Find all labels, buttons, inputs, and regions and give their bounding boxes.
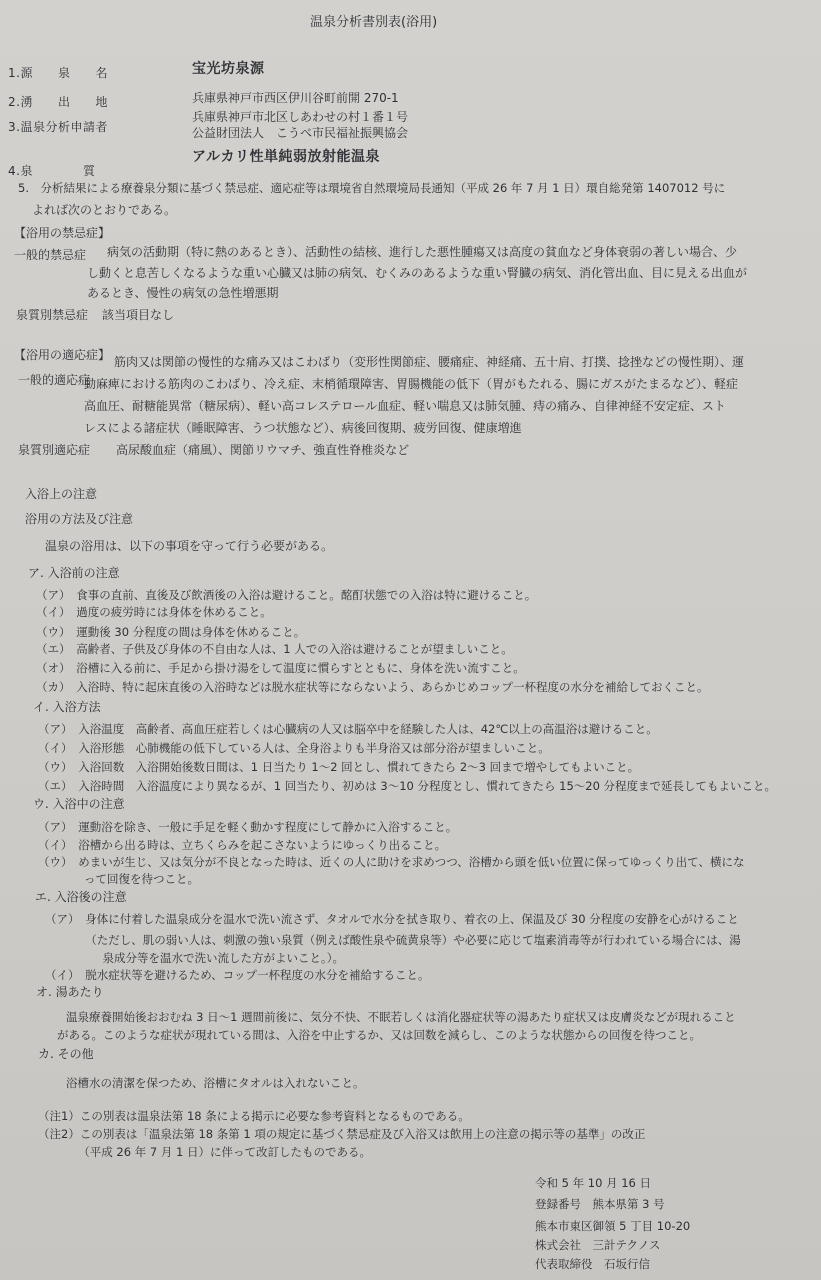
signature-company: 株式会社 三計テクノス — [535, 1238, 661, 1252]
signature-address: 熊本市東区御領 5 丁目 10-20 — [535, 1219, 691, 1233]
section-item: って回復を待つこと。 — [38, 872, 199, 886]
indic-general-line: 動麻痺における筋肉のこわばり、冷え症、末梢循環障害、胃腸機能の低下（胃がもたれる、腸にガスがたまるなど）、軽症 — [84, 377, 739, 391]
value-spring-quality: アルカリ性単純弱放射能温泉 — [192, 149, 380, 165]
section-item: （ア） 食事の直前、直後及び飲酒後の入浴は避けること。酩酊状態での入浴は特に避けること。 — [36, 588, 537, 602]
signature-registration: 登録番号 熊本県第 3 号 — [535, 1197, 665, 1211]
section-before-bath-heading: ア. 入浴前の注意 — [28, 566, 120, 580]
label-applicant: 3.温泉分析申請者 — [8, 120, 108, 134]
section-after-bath-heading: エ. 入浴後の注意 — [35, 890, 127, 904]
section-item: （ア） 身体に付着した温泉成分を温水で洗い流さず、タオルで水分を拭き取り、着衣の上、保温及び 30 分程度の安静を心がけること — [45, 912, 739, 926]
contra-specific-label: 泉質別禁忌症 — [16, 308, 89, 322]
indic-general-line: 高血圧、耐糖能異常（糖尿病）、軽い高コレステロール血症、軽い喘息又は肺気腫、痔の痛み、自律神経不安定症、スト — [84, 399, 726, 413]
signature-representative: 代表取締役 石坂行信 — [535, 1257, 650, 1271]
contra-general-line: あるとき、慢性の病気の急性増悪期 — [87, 286, 279, 300]
section-item: （イ） 入浴形態 心肺機能の低下している人は、全身浴よりも半身浴又は部分浴が望ましいこと。 — [38, 741, 550, 755]
value-location: 兵庫県神戸市西区伊川谷町前開 270-1 — [192, 91, 399, 105]
indic-specific-label: 泉質別適応症 — [18, 443, 91, 457]
bath-heading: 入浴上の注意 — [25, 487, 98, 501]
section-item: （カ） 入浴時、特に起床直後の入浴時などは脱水症状等にならないよう、あらかじめコップ一杯程度の水分を補給しておくこと。 — [36, 680, 709, 694]
label-spring-quality: 4.泉 質 — [8, 164, 96, 178]
section-bath-method-heading: イ. 入浴方法 — [33, 700, 101, 714]
section-item: （ア） 運動浴を除き、一般に手足を軽く動かす程度にして静かに入浴すること。 — [38, 820, 458, 834]
contra-general-label: 一般的禁忌症 — [14, 248, 87, 262]
indic-general-label: 一般的適応症 — [18, 373, 91, 387]
contra-general-line: 病気の活動期（特に熱のあるとき）、活動性の結核、進行した悪性腫瘍又は高度の貧血など身体衰弱の著しい場合、少 — [107, 245, 738, 259]
section-line: 温泉療養開始後おおむね 3 日～1 週間前後に、気分不快、不眠若しくは消化器症状等の湯あたり症状又は皮膚炎などが現れること — [66, 1010, 736, 1024]
indic-general-line: 筋肉又は関節の慢性的な痛み又はこわばり（変形性関節症、腰痛症、神経痛、五十肩、打撲、捻挫などの慢性期）、運 — [114, 355, 745, 369]
section-line: 浴槽水の清潔を保つため、浴槽にタオルは入れないこと。 — [66, 1076, 365, 1090]
section-other-heading: カ. その他 — [38, 1047, 94, 1061]
section-yuatari-heading: オ. 湯あたり — [36, 985, 104, 999]
section-item: （イ） 浴槽から出る時は、立ちくらみを起こさないようにゆっくり出ること。 — [38, 838, 447, 852]
contra-specific-text: 該当項目なし — [102, 308, 175, 322]
section-item: （ウ） めまいが生じ、又は気分が不良となった時は、近くの人に助けを求めつつ、浴槽から頭を低い位置に保ってゆっくり出て、横にな — [38, 855, 745, 869]
section-item: （ただし、肌の弱い人は、刺激の強い泉質（例えば酸性泉や硫黄泉等）や必要に応じて塩素消毒等が行われている場合には、湯 — [45, 933, 741, 947]
section-during-bath-heading: ウ. 入浴中の注意 — [33, 797, 125, 811]
contra-general-line: し動くと息苦しくなるような重い心臓又は肺の病気、むくみのあるような重い腎臓の病気、消化管出血、目に見える出血が — [87, 266, 748, 280]
note-line: （注1）この別表は温泉法第 18 条による掲示に必要な参考資料となるものである。 — [38, 1109, 470, 1123]
contra-heading: 【浴用の禁忌症】 — [14, 226, 111, 240]
section-item: （エ） 高齢者、子供及び身体の不自由な人は、1 人での入浴は避けることが望ましいこと。 — [36, 642, 513, 656]
note-line: （注2）この別表は「温泉法第 18 条第 1 項の規定に基づく禁忌症及び入浴又は飲用上の注意の掲示等の基準」の改正 — [38, 1127, 646, 1141]
section-item: （イ） 過度の疲労時には身体を休めること。 — [36, 605, 272, 619]
section-item: （イ） 脱水症状等を避けるため、コップ一杯程度の水分を補給すること。 — [45, 968, 430, 982]
value-applicant-name: 公益財団法人 こうべ市民福祉振興協会 — [192, 126, 409, 140]
method-heading: 浴用の方法及び注意 — [25, 512, 134, 526]
item5-line2: よれば次のとおりである。 — [32, 203, 177, 217]
label-source-name: 1.源 泉 名 — [8, 66, 108, 80]
section-item: （ウ） 入浴回数 入浴開始後数日間は、1 日当たり 1～2 回とし、慣れてきたら 2～3 回まで増やしてもよいこと。 — [38, 760, 640, 774]
item5-line1: 5. 分析結果による療養泉分類に基づく禁忌症、適応症等は環境省自然環境局長通知（平成 26 年 7 月 1 日）環自総発第 1407012 号に — [18, 181, 726, 195]
document-title: 温泉分析書別表(浴用) — [310, 15, 438, 30]
section-item: （ア） 入浴温度 高齢者、高血圧症若しくは心臓病の人又は脳卒中を経験した人は、42℃以上の高温浴は避けること。 — [38, 722, 658, 736]
section-line: がある。このような症状が現れている間は、入浴を中止するか、又は回数を減らし、このような状態からの回復を待つこと。 — [57, 1028, 701, 1042]
method-intro: 温泉の浴用は、以下の事項を守って行う必要がある。 — [45, 539, 334, 553]
indic-general-line: レスによる諸症状（睡眠障害、うつ状態など）、病後回復期、疲労回復、健康増進 — [84, 421, 522, 435]
section-item: （エ） 入浴時間 入浴温度により異なるが、1 回当たり、初めは 3～10 分程度とし、慣れてきたら 15～20 分程度まで延長してもよいこと。 — [38, 779, 777, 793]
value-source-name: 宝光坊泉源 — [192, 61, 265, 77]
section-item: （ウ） 運動後 30 分程度の間は身体を休めること。 — [36, 625, 306, 639]
signature-date: 令和 5 年 10 月 16 日 — [535, 1176, 652, 1190]
value-applicant-address: 兵庫県神戸市北区しあわせの村１番１号 — [192, 110, 409, 124]
indic-specific-text: 高尿酸血症（痛風）、関節リウマチ、強直性脊椎炎など — [116, 443, 410, 457]
note-line: （平成 26 年 7 月 1 日）に伴って改訂したものである。 — [38, 1145, 371, 1159]
label-location: 2.湧 出 地 — [8, 95, 108, 109]
section-item: （オ） 浴槽に入る前に、手足から掛け湯をして温度に慣らすとともに、身体を洗い流すこと。 — [36, 661, 525, 675]
indic-heading: 【浴用の適応症】 — [14, 348, 111, 362]
section-item: 泉成分等を温水で洗い流した方がよいこと。）。 — [45, 951, 344, 965]
